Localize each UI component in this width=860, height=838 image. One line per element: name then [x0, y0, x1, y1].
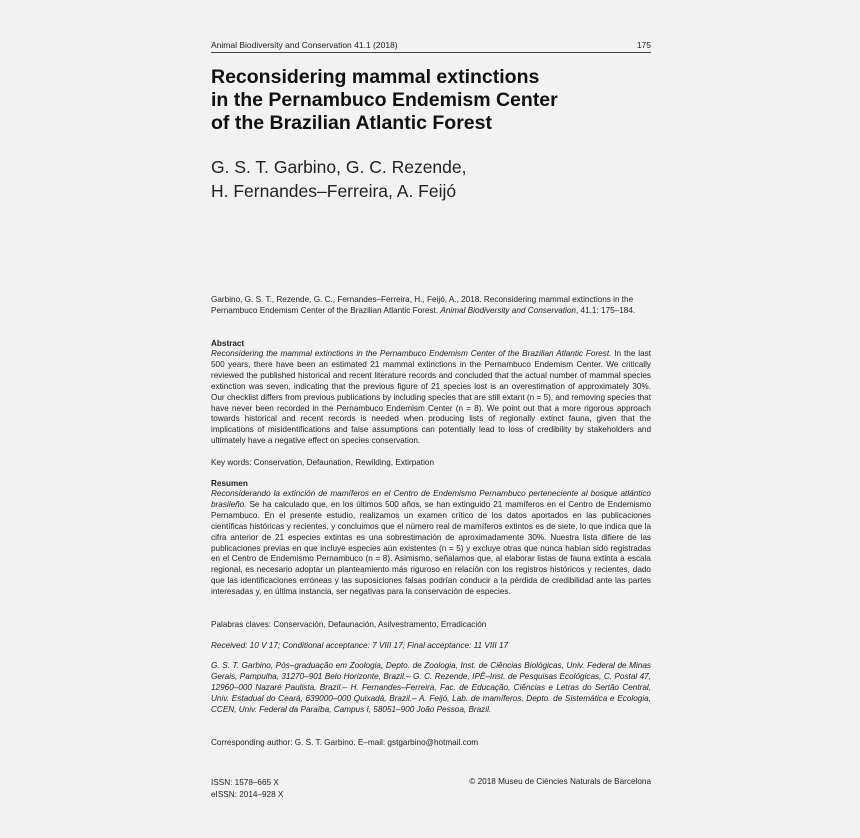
- keywords: [211, 458, 651, 469]
- page-number: 175: [636, 40, 651, 50]
- copyright: © 2018 Museu de Ciències Naturals de Barcelona: [469, 777, 651, 786]
- affiliations-text: G. S. T. Garbino, Pós–graduação em Zoologia, Depto. de Zoologia, Inst. de Ciências Biológicas, Univ. Federal de Minas Gerais, Pampulha, 31270–901 Belo Horizonte, Brazil.– G. C. Rezende, IPÊ–Inst. de Pesquisas Ecológicas, C. Postal 47, 12960–000 Nazaré Paulista, Brazil.– H. Fernandes–Ferreira, Fac. de Educação, Ciências e Letras do Sertão Central, Univ. Estadual do Ceará, 639000–000 Quixadá, Brazil.– A. Feijó, Lab. de mamíferos, Depto. de Sistemática e Ecologia, CCEN, Univ. Federal da Paraíba, Campus I, 58051–900 João Pessoa, Brazil.: [211, 661, 651, 714]
- author-list: [211, 155, 671, 203]
- author-affiliations: [211, 661, 651, 716]
- received-text: Received: 10 V 17; Conditional acceptance: 7 VIII 17; Final acceptance: 11 VIII 17: [211, 641, 509, 650]
- resumen-section: [211, 478, 651, 598]
- palabras-claves: [211, 620, 651, 631]
- abstract-section: [211, 338, 651, 447]
- abstract-title: Reconsidering the mammal extinctions in the Pernambuco Endemism Center of the Brazilian Atlantic Forest.: [211, 349, 612, 358]
- citation: [211, 294, 651, 316]
- title-line: in the Pernambuco Endemism Center: [211, 89, 558, 111]
- abstract-text: In the last 500 years, there have been an estimated 21 mammal extinctions in the Pernambuco Endemism Center. We critically reviewed the published historical and recent literature records and concluded that the actual number of mammal species extinction was seven, indicating that the previous figure of 21 species lost is an overestimation of approximately 30%. Our checklist differs from previous publications by including species that are still extant (n = 5), and removing species that have never been recorded in the Pernambuco Endemism Center (n = 8). We point out that a more rigorous approach towards historical and recent records is needed when producing lists of regionally extinct fauna, given that the implications of misidentifications and false assumptions can potentially lead to loss of credibility by stakeholders and ultimately have a negative effect on species conservation.: [211, 349, 652, 446]
- corresponding-author: [211, 738, 651, 749]
- received-dates: [211, 641, 651, 652]
- palabras-text: Palabras claves: Conservación, Defaunación, Asilvestramento, Erradicación: [211, 620, 487, 629]
- resumen-body: [211, 489, 651, 598]
- resumen-heading: Resumen: [211, 479, 248, 488]
- title-line: Reconsidering mammal extinctions: [211, 66, 540, 88]
- eissn: eISSN: 2014–928 X: [211, 789, 284, 799]
- issn-block: [211, 777, 283, 800]
- author-line: G. S. T. Garbino, G. C. Rezende,: [211, 157, 467, 177]
- citation-tail: , 41.1: 175–184.: [575, 306, 636, 315]
- title-line: of the Brazilian Atlantic Forest: [211, 112, 492, 134]
- citation-text: Garbino, G. S. T., Rezende, G. C., Fernandes–Ferreira, H., Feijó, A., 2018. Reconsidering mammal extinctions in the Pernambuco Endemism Center of the Brazilian Atlantic Forest.: [211, 295, 634, 315]
- abstract-heading: Abstract: [211, 339, 245, 348]
- resumen-title: Reconsiderando la extinción de mamíferos en el Centro de Endemismo Pernambuco perteneciente al bosque atlántico brasileño.: [211, 489, 651, 509]
- issn: ISSN: 1578–665 X: [211, 778, 279, 787]
- author-line: H. Fernandes–Ferreira, A. Feijó: [211, 181, 457, 201]
- keywords-text: Key words: Conservation, Defaunation, Rewilding, Extirpation: [211, 458, 434, 467]
- abstract-body: [211, 349, 651, 447]
- running-header: [211, 40, 651, 50]
- journal-name: Animal Biodiversity and Conservation 41.1 (2018): [211, 40, 398, 50]
- resumen-text: Se ha calculado que, en los últimos 500 años, se han extinguido 21 mamíferos en el Centro de Endemismo Pernambuco. En el presente estudio, realizamos un examen crítico de los datos aportados en las publicaciones científicas históricas y recientes, y concluimos que el número real de mamíferos extintos es de siete, lo que indica que la cifra anterior de 21 especies extintas es una sobrestimación de aproximadamente 30%. Nuestra lista difiere de las publicaciones previas en que incluye especies aún existentes (n = 5) y excluye otras que nunca habían sido registradas en el Centro de Endemismo Pernambuco (n = 8). Asimismo, señalamos que, al elaborar listas de fauna extinta a escala regional, es necesario adoptar un planteamiento más riguroso en relación con los registros históricos y recientes, dado que las identificaciones erróneas y las suposiciones falsas podrían conducir a la pérdida de credibilidad ante las partes interesadas y, en última instancia, ser negativas para la conservación de especies.: [211, 499, 651, 597]
- article-title: [211, 66, 671, 135]
- corresponding-text: Corresponding author: G. S. T. Garbino. E–mail: gstgarbino@hotmail.com: [211, 738, 479, 747]
- citation-journal: Animal Biodiversity and Conservation: [440, 306, 576, 315]
- header-rule: [211, 52, 651, 53]
